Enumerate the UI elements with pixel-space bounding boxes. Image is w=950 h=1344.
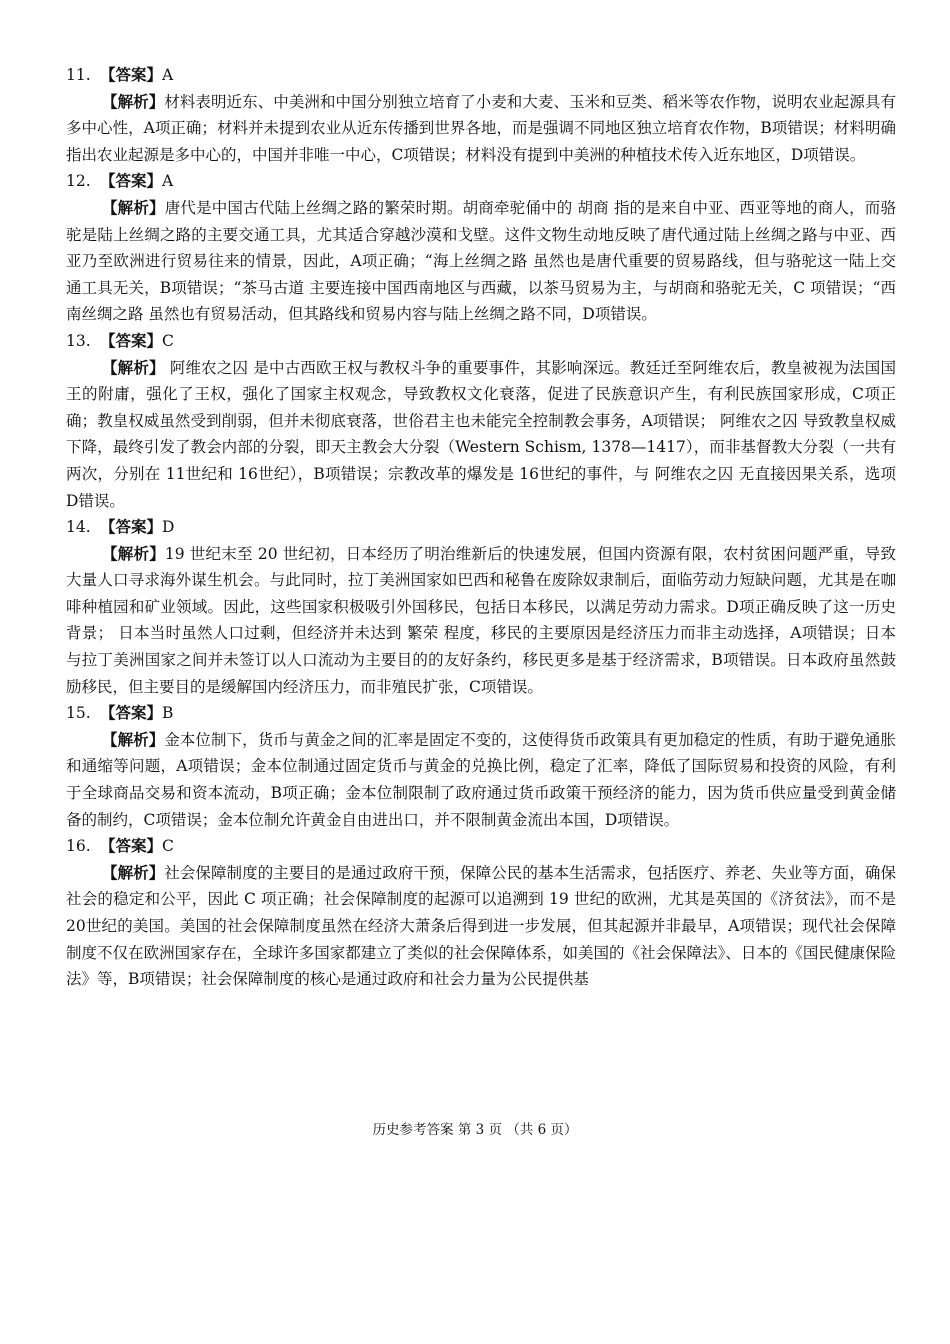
- explanation-text: 阿维农之囚 是中古西欧王权与教权斗争的重要事件，其影响深远。教廷迁至阿维农后，教皇被视为法国国王的附庸，强化了王权，强化了国家主权观念，导致教权文化衰落，促进了民族意识产生，有利民族国家形成，C项正确；教皇权威虽然受到削弱，但并未彻底衰落，世俗君主也未能完全控制教会事务，A项错误； 阿维农之囚 导致教皇权威下降，最终引发了教会内部的分裂，即天主教会大分裂（Western Schism, 1378—1417），而非基督教大分裂（一共有两次，分别在 11世纪和 16世纪），B项错误；宗教改革的爆发是 16世纪的事件，与 阿维农之囚 无直接因果关系，选项 D错误。: [66, 358, 897, 510]
- question-15: [66, 700, 896, 833]
- answer-value: A: [162, 66, 174, 84]
- answer-label: 【答案】: [100, 517, 163, 537]
- explanation-text: 社会保障制度的主要目的是通过政府干预，保障公民的基本生活需求，包括医疗、养老、失业等方面，确保社会的稳定和公平，因此 C 项正确；社会保障制度的起源可以追溯到 19 世纪的欧洲，尤其是英国的《济贫法》，而不是 20世纪的美国。美国的社会保障制度虽然在经济大萧条后得到进一步发展，但其起源并非最早，A项错误；现代社会保障制度不仅在欧洲国家存在，全球许多国家都建立了类似的社会保障体系，如美国的《社会保障法》、日本的《国民健康保险法》等，B项错误；社会保障制度的核心是通过政府和社会力量为公民提供基: [66, 863, 896, 989]
- answer-line: [66, 700, 896, 727]
- page-footer: 历史参考答案 第 3 页 （共 6 页）: [372, 1122, 578, 1138]
- question-12: [66, 168, 896, 328]
- explanation: [66, 355, 896, 515]
- question-13: [66, 328, 896, 514]
- answer-value: D: [162, 518, 175, 537]
- explanation-label: 【解析】: [102, 543, 165, 563]
- explanation-text: 材料表明近东、中美洲和中国分别独立培育了小麦和大麦、玉米和豆类、稻米等农作物，说明农业起源具有多中心性，A项正确；材料并未提到农业从近东传播到世界各地，而是强调不同地区独立培育农作物，B项错误；材料明确指出农业起源是多中心的，中国并非唯一中心，C项错误；材料没有提到中美洲的种植技术传入近东地区，D项错误。: [66, 92, 896, 164]
- answer-line: [66, 514, 896, 541]
- question-16: [66, 833, 896, 993]
- explanation-label: 【解析】: [102, 91, 165, 111]
- explanation-label: 【解析】: [102, 197, 165, 217]
- explanation: [66, 541, 896, 701]
- explanation-text: 19 世纪末至 20 世纪初，日本经历了明治维新后的快速发展，但国内资源有限，农村贫困问题严重，导致大量人口寻求海外谋生机会。与此同时，拉丁美洲国家如巴西和秘鲁在废除奴隶制后，面临劳动力短缺问题，尤其是在咖啡种植园和矿业领域。因此，这些国家积极吸引外国移民，包括日本移民，以满足劳动力需求。D项正确反映了这一历史背景； 日本当时虽然人口过剩，但经济并未达到 繁荣 程度，移民的主要原因是经济压力而非主动选择，A项错误；日本与拉丁美洲国家之间并未签订以人口流动为主要目的的友好条约，移民更多是基于经济需求，B项错误。日本政府虽然鼓励移民，但主要目的是缓解国内经济压力，而非殖民扩张，C项错误。: [66, 544, 896, 696]
- question-number: 16.: [66, 837, 91, 856]
- answer-label: 【答案】: [100, 703, 163, 723]
- answer-label: 【答案】: [100, 330, 163, 350]
- answer-label: 【答案】: [100, 171, 163, 191]
- answer-label: 【答案】: [100, 836, 163, 856]
- answer-line: [66, 168, 896, 195]
- explanation: [66, 89, 896, 169]
- answer-line: [66, 328, 896, 355]
- explanation-text: 金本位制下，货币与黄金之间的汇率是固定不变的，这使得货币政策具有更加稳定的性质，有助于避免通胀和通缩等问题，A项错误；金本位制通过固定货币与黄金的兑换比例，稳定了汇率，降低了国际贸易和投资的风险，有利于全球商品交易和资本流动，B项正确；金本位制限制了政府通过货币政策干预经济的能力，因为货币供应量受到黄金储备的制约，C项错误；金本位制允许黄金自由进出口，并不限制黄金流出本国，D项错误。: [66, 730, 896, 829]
- question-number: 13.: [66, 331, 91, 350]
- answer-label: 【答案】: [100, 65, 163, 84]
- explanation: [66, 727, 896, 833]
- answer-value: B: [162, 704, 174, 723]
- explanation-label: 【解析】: [102, 862, 165, 882]
- answer-line: [66, 62, 896, 89]
- question-number: 12.: [66, 172, 91, 191]
- question-number: 11.: [66, 66, 91, 84]
- question-14: [66, 514, 896, 700]
- answer-value: C: [162, 331, 174, 350]
- explanation-text: 唐代是中国古代陆上丝绸之路的繁荣时期。胡商牵驼俑中的 胡商 指的是来自中亚、西亚等地的商人，而骆驼是陆上丝绸之路的主要交通工具，尤其适合穿越沙漠和戈壁。这件文物生动地反映了唐代通过陆上丝绸之路与中亚、西亚乃至欧洲进行贸易往来的情景，因此，A项正确；“海上丝绸之路 虽然也是唐代重要的贸易路线，但与骆驼这一陆上交通工具无关，B项错误；“茶马古道 主要连接中国西南地区与西藏，以茶马贸易为主，与胡商和骆驼无关，C 项错误；“西南丝绸之路 虽然也有贸易活动，但其路线和贸易内容与陆上丝绸之路不同，D项错误。: [66, 198, 896, 324]
- answer-key-page: [66, 62, 896, 993]
- explanation: [66, 195, 896, 328]
- question-number: 14.: [66, 518, 91, 537]
- explanation: [66, 860, 896, 993]
- explanation-label: 【解析】: [102, 729, 165, 749]
- question-number: 15.: [66, 704, 91, 723]
- question-11: [66, 62, 896, 168]
- answer-line: [66, 833, 896, 860]
- answer-value: A: [162, 172, 174, 191]
- explanation-label: 【解析】: [102, 357, 165, 377]
- answer-value: C: [162, 837, 174, 856]
